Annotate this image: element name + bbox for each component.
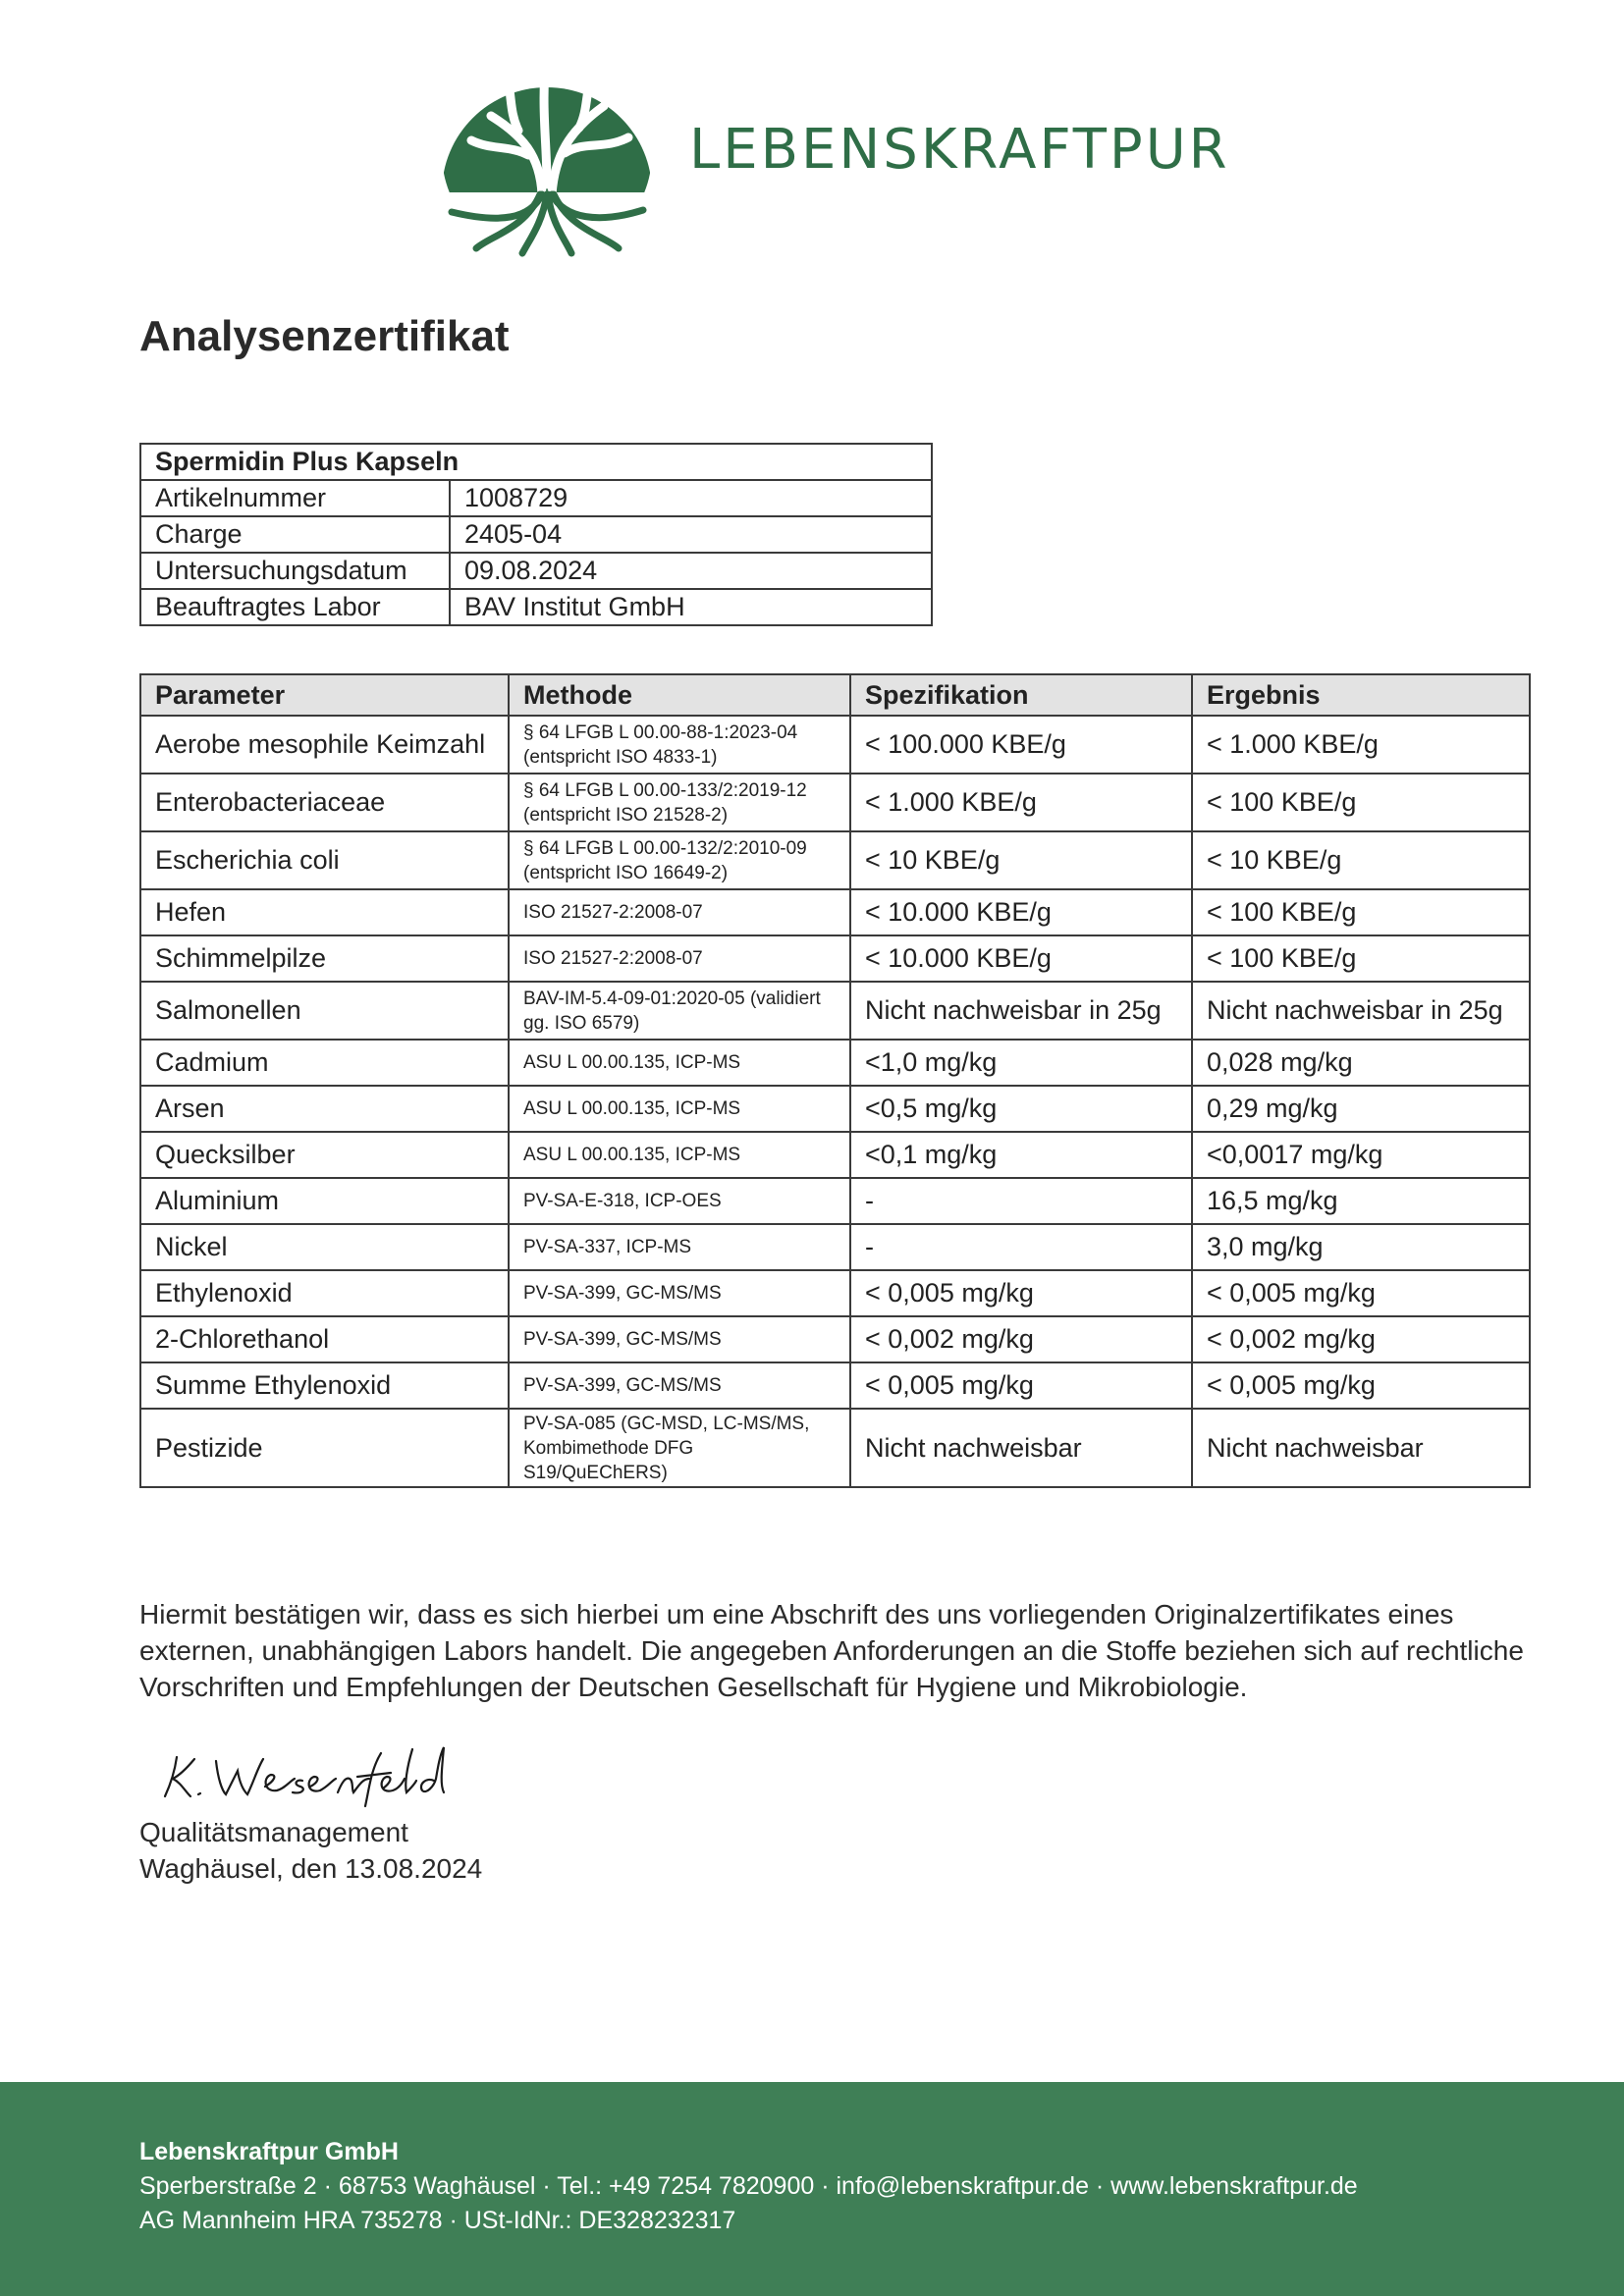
confirmation-statement: Hiermit bestätigen wir, dass es sich hierbei um eine Abschrift des uns vorliegenden Originalzertifikates eines externen, unabhängigen Labors handelt. Die angegeben Anforderungen an die Stoffe beziehen sich auf rechtliche Vorschriften und Empfehlungen der Deutschen Gesellschaft für Hygiene und Mikrobiologie.	[139, 1599, 1524, 1702]
specification-cell: < 1.000 KBE/g	[850, 774, 1192, 831]
table-row	[140, 1178, 1530, 1224]
table-row	[140, 1086, 1530, 1132]
table-row	[140, 1040, 1530, 1086]
specification-cell: < 10.000 KBE/g	[850, 935, 1192, 982]
info-value: 09.08.2024	[450, 553, 932, 589]
result-cell: < 100 KBE/g	[1192, 774, 1530, 831]
table-row	[140, 1362, 1530, 1409]
info-label: Charge	[140, 516, 450, 553]
parameter-cell: 2-Chlorethanol	[140, 1316, 509, 1362]
method-cell: ISO 21527-2:2008-07	[509, 889, 850, 935]
parameter-cell: Schimmelpilze	[140, 935, 509, 982]
table-row	[140, 774, 1530, 831]
parameter-cell: Aluminium	[140, 1178, 509, 1224]
header-specification: Spezifikation	[850, 674, 1192, 716]
info-label: Artikelnummer	[140, 480, 450, 516]
product-info-row	[140, 516, 932, 553]
results-header-row	[140, 674, 1530, 716]
parameter-cell: Escherichia coli	[140, 831, 509, 889]
info-label: Beauftragtes Labor	[140, 589, 450, 625]
method-cell: ASU L 00.00.135, ICP-MS	[509, 1040, 850, 1086]
footer-text	[139, 2135, 1358, 2238]
result-cell: 3,0 mg/kg	[1192, 1224, 1530, 1270]
info-value: BAV Institut GmbH	[450, 589, 932, 625]
table-row	[140, 889, 1530, 935]
method-cell: ASU L 00.00.135, ICP-MS	[509, 1086, 850, 1132]
result-cell: 0,028 mg/kg	[1192, 1040, 1530, 1086]
info-label: Untersuchungsdatum	[140, 553, 450, 589]
result-cell: < 100 KBE/g	[1192, 889, 1530, 935]
parameter-cell: Cadmium	[140, 1040, 509, 1086]
parameter-cell: Hefen	[140, 889, 509, 935]
result-cell: Nicht nachweisbar	[1192, 1409, 1530, 1487]
result-cell: < 0,005 mg/kg	[1192, 1362, 1530, 1409]
table-row	[140, 1316, 1530, 1362]
signature-block	[139, 1814, 482, 1887]
info-value: 2405-04	[450, 516, 932, 553]
method-cell: PV-SA-399, GC-MS/MS	[509, 1362, 850, 1409]
parameter-cell: Arsen	[140, 1086, 509, 1132]
table-row	[140, 1132, 1530, 1178]
brand-name: LEBENSKRAFTPUR	[689, 118, 1230, 182]
table-row	[140, 982, 1530, 1040]
method-cell: PV-SA-337, ICP-MS	[509, 1224, 850, 1270]
parameter-cell: Quecksilber	[140, 1132, 509, 1178]
info-value: 1008729	[450, 480, 932, 516]
specification-cell: <1,0 mg/kg	[850, 1040, 1192, 1086]
specification-cell: <0,5 mg/kg	[850, 1086, 1192, 1132]
specification-cell: < 100.000 KBE/g	[850, 716, 1192, 774]
method-cell: § 64 LFGB L 00.00-133/2:2019-12 (entspricht ISO 21528-2)	[509, 774, 850, 831]
specification-cell: < 0,005 mg/kg	[850, 1270, 1192, 1316]
specification-cell: -	[850, 1178, 1192, 1224]
product-info-table	[139, 443, 933, 626]
result-cell: Nicht nachweisbar in 25g	[1192, 982, 1530, 1040]
method-cell: ISO 21527-2:2008-07	[509, 935, 850, 982]
parameter-cell: Enterobacteriaceae	[140, 774, 509, 831]
footer-register: AG Mannheim HRA 735278 · USt-IdNr.: DE328232317	[139, 2207, 736, 2234]
parameter-cell: Aerobe mesophile Keimzahl	[140, 716, 509, 774]
result-cell: 16,5 mg/kg	[1192, 1178, 1530, 1224]
product-name: Spermidin Plus Kapseln	[140, 444, 932, 480]
table-row	[140, 1270, 1530, 1316]
header-result: Ergebnis	[1192, 674, 1530, 716]
method-cell: BAV-IM-5.4-09-01:2020-05 (validiert gg. ISO 6579)	[509, 982, 850, 1040]
table-row	[140, 935, 1530, 982]
result-cell: < 100 KBE/g	[1192, 935, 1530, 982]
handwritten-signature	[155, 1739, 450, 1808]
result-cell: < 0,002 mg/kg	[1192, 1316, 1530, 1362]
table-row	[140, 1224, 1530, 1270]
method-cell: ASU L 00.00.135, ICP-MS	[509, 1132, 850, 1178]
method-cell: PV-SA-399, GC-MS/MS	[509, 1270, 850, 1316]
header-parameter: Parameter	[140, 674, 509, 716]
page-footer	[0, 2082, 1624, 2296]
specification-cell: < 10 KBE/g	[850, 831, 1192, 889]
product-info-header-row	[140, 444, 932, 480]
specification-cell: Nicht nachweisbar in 25g	[850, 982, 1192, 1040]
result-cell: < 0,005 mg/kg	[1192, 1270, 1530, 1316]
method-cell: PV-SA-E-318, ICP-OES	[509, 1178, 850, 1224]
table-row	[140, 831, 1530, 889]
page-title: Analysenzertifikat	[139, 312, 510, 360]
specification-cell: -	[850, 1224, 1192, 1270]
product-info-row	[140, 589, 932, 625]
method-cell: § 64 LFGB L 00.00-132/2:2010-09 (entspricht ISO 16649-2)	[509, 831, 850, 889]
result-cell: <0,0017 mg/kg	[1192, 1132, 1530, 1178]
result-cell: < 1.000 KBE/g	[1192, 716, 1530, 774]
signature-place-date: Waghäusel, den 13.08.2024	[139, 1853, 483, 1884]
specification-cell: <0,1 mg/kg	[850, 1132, 1192, 1178]
specification-cell: < 0,002 mg/kg	[850, 1316, 1192, 1362]
header-method: Methode	[509, 674, 850, 716]
parameter-cell: Summe Ethylenoxid	[140, 1362, 509, 1409]
table-row	[140, 716, 1530, 774]
brand-logo	[432, 47, 1247, 258]
parameter-cell: Ethylenoxid	[140, 1270, 509, 1316]
parameter-cell: Nickel	[140, 1224, 509, 1270]
analysis-results-table	[139, 673, 1531, 1488]
method-cell: § 64 LFGB L 00.00-88-1:2023-04 (entspricht ISO 4833-1)	[509, 716, 850, 774]
product-info-row	[140, 553, 932, 589]
signature-role: Qualitätsmanagement	[139, 1817, 408, 1847]
specification-cell: Nicht nachweisbar	[850, 1409, 1192, 1487]
table-row	[140, 1409, 1530, 1487]
method-cell: PV-SA-085 (GC-MSD, LC-MS/MS, Kombimethode DFG S19/QuEChERS)	[509, 1409, 850, 1487]
specification-cell: < 0,005 mg/kg	[850, 1362, 1192, 1409]
parameter-cell: Salmonellen	[140, 982, 509, 1040]
footer-address: Sperberstraße 2 · 68753 Waghäusel · Tel.: +49 7254 7820900 · info@lebenskraftpur.de · www.lebenskraftpur.de	[139, 2172, 1358, 2200]
footer-company: Lebenskraftpur GmbH	[139, 2138, 399, 2165]
tree-icon	[432, 47, 663, 258]
method-cell: PV-SA-399, GC-MS/MS	[509, 1316, 850, 1362]
result-cell: 0,29 mg/kg	[1192, 1086, 1530, 1132]
product-info-row	[140, 480, 932, 516]
specification-cell: < 10.000 KBE/g	[850, 889, 1192, 935]
parameter-cell: Pestizide	[140, 1409, 509, 1487]
result-cell: < 10 KBE/g	[1192, 831, 1530, 889]
